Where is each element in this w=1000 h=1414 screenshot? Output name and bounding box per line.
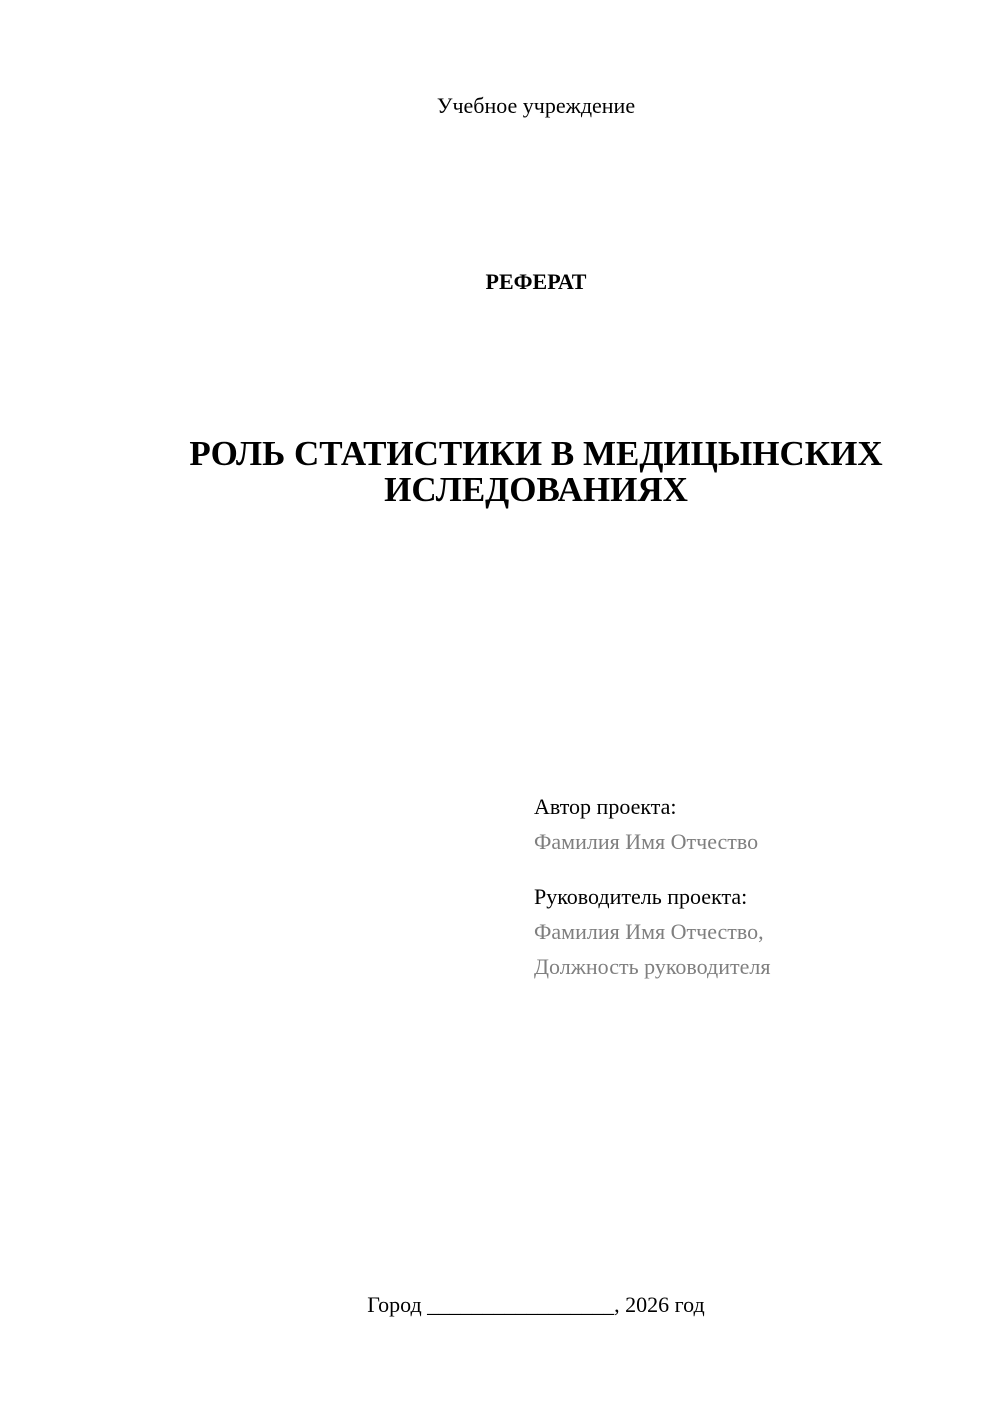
credits-spacer <box>534 859 974 879</box>
city-year-line: Город _________________, 2026 год <box>367 1292 705 1317</box>
supervisor-name: Фамилия Имя Отчество, <box>534 919 764 944</box>
credits-block <box>534 789 974 984</box>
author-label: Автор проекта: <box>534 794 677 819</box>
document-title: РОЛЬ СТАТИСТИКИ В МЕДИЦЫНСКИХ ИСЛЕДОВАНИЯХ <box>189 434 883 509</box>
supervisor-position: Должность руководителя <box>534 954 771 979</box>
author-name: Фамилия Имя Отчество <box>534 829 759 854</box>
institution-name: Учебное учреждение <box>436 93 636 118</box>
document-type: РЕФЕРАТ <box>485 269 587 294</box>
supervisor-label: Руководитель проекта: <box>534 884 748 909</box>
